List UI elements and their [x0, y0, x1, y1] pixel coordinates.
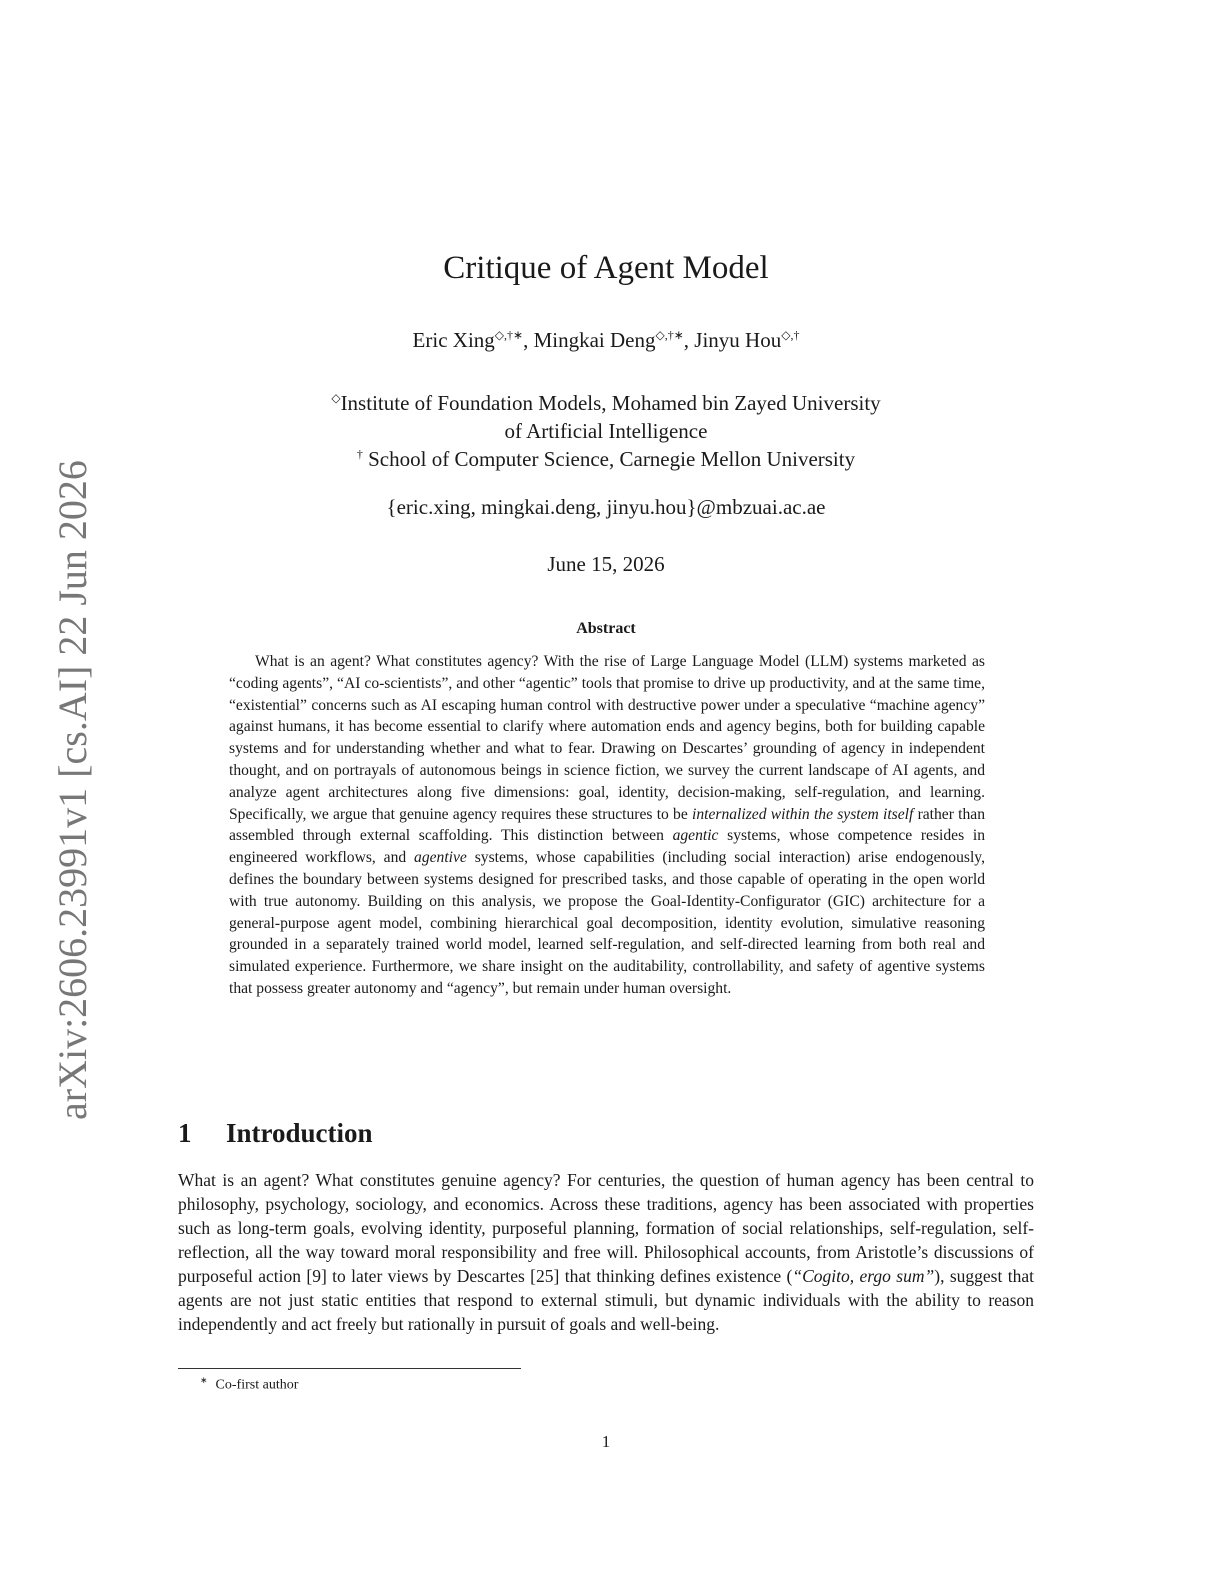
paper-date: June 15, 2026 [547, 552, 665, 576]
author-name: Mingkai Deng [533, 328, 656, 352]
footnote-rule [178, 1368, 521, 1369]
page-number: 1 [601, 1432, 611, 1451]
affiliation-cmu: † School of Computer Science, Carnegie Mellon University [356, 447, 856, 471]
email-addresses: {eric.xing, mingkai.deng, jinyu.hou}@mbzuai.ac.ae [386, 495, 826, 519]
author-marks: ◇,† [781, 328, 800, 342]
paper-title: Critique of Agent Model [443, 250, 769, 286]
footnote: ∗ Co-first author [200, 1375, 299, 1393]
abstract-heading: Abstract [576, 620, 636, 637]
arxiv-identifier: arXiv:2606.23991v1 [cs.AI] 22 Jun 2026 [50, 460, 95, 1120]
author-marks: ◇,†∗ [655, 328, 684, 342]
author-marks: ◇,†∗ [494, 328, 524, 342]
author-list: Eric Xing◇,†∗, Mingkai Deng◇,†∗, Jinyu Hou◇,† [412, 328, 800, 352]
section-title: Introduction [226, 1118, 373, 1148]
author-name: Eric Xing [412, 328, 495, 352]
section-number: 1 [178, 1118, 192, 1148]
affiliation-mbzuai: ◇Institute of Foundation Models, Mohamed bin Zayed University of Artificial Intelligence [331, 391, 881, 443]
abstract-body: What is an agent? What constitutes agency? With the rise of Large Language Model (LLM) systems marketed as “coding agents”, “AI co-scientists”, and other “agentic” tools that promise to drive up productivity, and at the same time, “existential” concerns such as AI escaping human control with destructive power under a speculative “machine agency” against humans, it has become essential to clarify where automation ends and agency begins, both for building capable systems and for understanding whether and what to fear. Drawing on Descartes’ grounding of agency in independent thought, and on portrayals of autonomous beings in science fiction, we survey the current landscape of AI agents, and analyze agent architectures along five dimensions: goal, identity, decision-making, self-regulation, and learning. Specifically, we argue that genuine agency requires these structures to be internalized within the system itself rather than assembled through external scaffolding. This distinction between agentic systems, whose competence resides in engineered workflows, and agentive systems, whose capabilities (including social interaction) arise endogenously, defines the boundary between systems designed for prescribed tasks, and those capable of operating in the open world with true autonomy. Building on this analysis, we propose the Goal-Identity-Configurator (GIC) architecture for a general-purpose agent model, combining hierarchical goal decomposition, identity evolution, simulative reasoning grounded in a separately trained world model, learned self-regulation, and self-directed learning from both real and simulated experience. Furthermore, we share insight on the auditability, controllability, and safety of agentive systems that possess greater autonomy and “agency”, but remain under human oversight. [229, 653, 985, 997]
author-name: Jinyu Hou [694, 328, 782, 352]
section-heading [178, 1118, 373, 1149]
introduction-paragraph: What is an agent? What constitutes genuine agency? For centuries, the question of human agency has been central to philosophy, psychology, sociology, and economics. Across these traditions, agency has been associated with properties such as long-term goals, evolving identity, purposeful planning, formation of social relationships, self-regulation, self-reflection, all the way toward moral responsibility and free will. Philosophical accounts, from Aristotle’s discussions of purposeful action [9] to later views by Descartes [25] that thinking defines existence (“Cogito, ergo sum”), suggest that agents are not just static entities that respond to external stimuli, but dynamic individuals with the ability to reason independently and act freely but rationally in pursuit of goals and well-being. [178, 1170, 1034, 1334]
